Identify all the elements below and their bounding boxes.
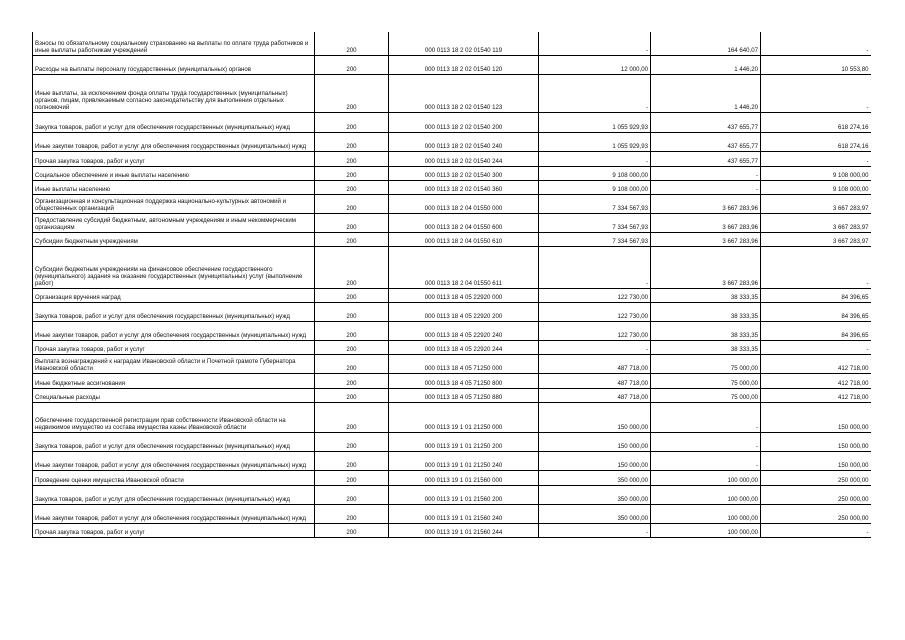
- row-code-cell: 200: [315, 485, 389, 504]
- row-code-cell: 200: [315, 288, 389, 302]
- row-remaining-cell: 3 667 283,97: [761, 213, 871, 232]
- table-row: [33, 194, 871, 213]
- row-name-cell: Прочая закупка товаров, работ и услуг: [33, 523, 315, 537]
- table-row: [33, 523, 871, 537]
- row-planned-cell: 487 718,00: [539, 373, 651, 388]
- row-code-cell: 200: [315, 246, 389, 288]
- row-name-cell: Иные закупки товаров, работ и услуг для обеспечения государственных (муниципальных) нужд: [33, 132, 315, 151]
- table-row: [33, 354, 871, 373]
- row-planned-cell: 350 000,00: [539, 470, 651, 485]
- row-planned-cell: 9 108 000,00: [539, 166, 651, 180]
- row-executed-cell: 75 000,00: [651, 373, 761, 388]
- row-planned-cell: 122 730,00: [539, 321, 651, 340]
- row-name-cell: Организация вручения наград: [33, 288, 315, 302]
- table-row: [33, 402, 871, 432]
- row-kbk-cell: 000 0113 18 2 02 01540 244: [389, 151, 539, 166]
- row-name-cell: Организационная и консультационная поддержка национально-культурных автономий и общественных организаций: [33, 194, 315, 213]
- row-code-cell: 200: [315, 432, 389, 451]
- row-remaining-cell: -: [761, 32, 871, 55]
- row-planned-cell: 487 718,00: [539, 354, 651, 373]
- row-name-cell: Иные выплаты населению: [33, 180, 315, 194]
- row-code-cell: 200: [315, 373, 389, 388]
- row-kbk-cell: 000 0113 18 4 05 71250 880: [389, 388, 539, 402]
- table-row: [33, 451, 871, 470]
- table-row: [33, 213, 871, 232]
- row-remaining-cell: 250 000,00: [761, 470, 871, 485]
- table-row: [33, 151, 871, 166]
- row-kbk-cell: 000 0113 18 2 04 01550 000: [389, 194, 539, 213]
- row-executed-cell: 1 446,20: [651, 74, 761, 112]
- row-code-cell: 200: [315, 451, 389, 470]
- row-remaining-cell: 84 396,65: [761, 288, 871, 302]
- budget-execution-sheet: [32, 32, 870, 538]
- row-executed-cell: 437 655,77: [651, 132, 761, 151]
- row-code-cell: 200: [315, 232, 389, 246]
- row-executed-cell: 38 333,35: [651, 340, 761, 354]
- row-planned-cell: 1 055 929,93: [539, 112, 651, 132]
- row-remaining-cell: 150 000,00: [761, 451, 871, 470]
- table-row: [33, 432, 871, 451]
- row-remaining-cell: 150 000,00: [761, 402, 871, 432]
- row-code-cell: 200: [315, 321, 389, 340]
- row-remaining-cell: 618 274,16: [761, 112, 871, 132]
- row-executed-cell: 100 000,00: [651, 485, 761, 504]
- row-name-cell: Иные закупки товаров, работ и услуг для обеспечения государственных (муниципальных) нужд: [33, 321, 315, 340]
- row-kbk-cell: 000 0113 18 4 05 22920 240: [389, 321, 539, 340]
- row-remaining-cell: 9 108 000,00: [761, 166, 871, 180]
- row-name-cell: Иные выплаты, за исключением фонда оплаты труда государственных (муниципальных) органов, лицам, привлекаемым согласно законодательству для выполнения отдельных полномочий: [33, 74, 315, 112]
- table-row: [33, 166, 871, 180]
- row-executed-cell: 38 333,35: [651, 288, 761, 302]
- table-row: [33, 302, 871, 321]
- row-code-cell: 200: [315, 504, 389, 523]
- table-row: [33, 232, 871, 246]
- row-kbk-cell: 000 0113 18 2 02 01540 300: [389, 166, 539, 180]
- row-planned-cell: -: [539, 246, 651, 288]
- row-name-cell: Взносы по обязательному социальному страхованию на выплаты по оплате труда работников и иные выплаты работникам учреждений: [33, 32, 315, 55]
- row-planned-cell: 150 000,00: [539, 402, 651, 432]
- row-executed-cell: -: [651, 451, 761, 470]
- row-name-cell: Закупка товаров, работ и услуг для обеспечения государственных (муниципальных) нужд: [33, 302, 315, 321]
- row-name-cell: Иные бюджетные ассигнования: [33, 373, 315, 388]
- row-name-cell: Выплата вознаграждений к наградам Ивановской области и Почетной грамоте Губернатора Ивановской области: [33, 354, 315, 373]
- table-row: [33, 112, 871, 132]
- row-name-cell: Закупка товаров, работ и услуг для обеспечения государственных (муниципальных) нужд: [33, 485, 315, 504]
- row-code-cell: 200: [315, 340, 389, 354]
- row-executed-cell: 75 000,00: [651, 388, 761, 402]
- row-executed-cell: 3 667 283,96: [651, 232, 761, 246]
- table-row: [33, 388, 871, 402]
- row-code-cell: 200: [315, 32, 389, 55]
- row-name-cell: Расходы на выплаты персоналу государственных (муниципальных) органов: [33, 55, 315, 74]
- row-kbk-cell: 000 0113 19 1 01 21250 240: [389, 451, 539, 470]
- row-executed-cell: -: [651, 402, 761, 432]
- row-name-cell: Проведение оценки имущества Ивановской области: [33, 470, 315, 485]
- row-name-cell: Иные закупки товаров, работ и услуг для обеспечения государственных (муниципальных) нужд: [33, 451, 315, 470]
- row-executed-cell: 164 640,07: [651, 32, 761, 55]
- row-remaining-cell: 618 274,16: [761, 132, 871, 151]
- row-remaining-cell: 3 667 283,97: [761, 194, 871, 213]
- row-remaining-cell: -: [761, 340, 871, 354]
- row-kbk-cell: 000 0113 18 4 05 22920 200: [389, 302, 539, 321]
- row-kbk-cell: 000 0113 18 2 02 01540 123: [389, 74, 539, 112]
- budget-table: [32, 32, 871, 538]
- row-kbk-cell: 000 0113 18 2 02 01540 119: [389, 32, 539, 55]
- row-code-cell: 200: [315, 55, 389, 74]
- row-name-cell: Прочая закупка товаров, работ и услуг: [33, 340, 315, 354]
- row-executed-cell: 437 655,77: [651, 151, 761, 166]
- row-name-cell: Прочая закупка товаров, работ и услуг: [33, 151, 315, 166]
- row-remaining-cell: 250 000,00: [761, 504, 871, 523]
- table-row: [33, 340, 871, 354]
- row-code-cell: 200: [315, 194, 389, 213]
- row-name-cell: Иные закупки товаров, работ и услуг для обеспечения государственных (муниципальных) нужд: [33, 504, 315, 523]
- row-executed-cell: 100 000,00: [651, 523, 761, 537]
- row-planned-cell: 9 108 000,00: [539, 180, 651, 194]
- table-row: [33, 246, 871, 288]
- row-kbk-cell: 000 0113 18 2 02 01540 240: [389, 132, 539, 151]
- table-row: [33, 470, 871, 485]
- row-kbk-cell: 000 0113 18 2 04 01550 611: [389, 246, 539, 288]
- table-row: [33, 504, 871, 523]
- table-row: [33, 288, 871, 302]
- row-code-cell: 200: [315, 151, 389, 166]
- row-planned-cell: -: [539, 151, 651, 166]
- row-name-cell: Закупка товаров, работ и услуг для обеспечения государственных (муниципальных) нужд: [33, 432, 315, 451]
- row-planned-cell: 150 000,00: [539, 451, 651, 470]
- row-kbk-cell: 000 0113 18 2 04 01550 600: [389, 213, 539, 232]
- row-planned-cell: 122 730,00: [539, 288, 651, 302]
- row-remaining-cell: 3 667 283,97: [761, 232, 871, 246]
- row-code-cell: 200: [315, 523, 389, 537]
- row-remaining-cell: 84 396,65: [761, 302, 871, 321]
- row-kbk-cell: 000 0113 18 4 05 71250 800: [389, 373, 539, 388]
- row-kbk-cell: 000 0113 18 4 05 71250 000: [389, 354, 539, 373]
- row-planned-cell: 1 055 929,93: [539, 132, 651, 151]
- row-kbk-cell: 000 0113 18 2 02 01540 200: [389, 112, 539, 132]
- row-executed-cell: 75 000,00: [651, 354, 761, 373]
- row-executed-cell: 100 000,00: [651, 470, 761, 485]
- row-kbk-cell: 000 0113 19 1 01 21250 200: [389, 432, 539, 451]
- row-planned-cell: 487 718,00: [539, 388, 651, 402]
- row-kbk-cell: 000 0113 18 4 05 22920 244: [389, 340, 539, 354]
- row-kbk-cell: 000 0113 18 4 05 22920 000: [389, 288, 539, 302]
- row-planned-cell: -: [539, 74, 651, 112]
- row-kbk-cell: 000 0113 19 1 01 21250 000: [389, 402, 539, 432]
- row-remaining-cell: -: [761, 246, 871, 288]
- row-executed-cell: -: [651, 432, 761, 451]
- table-row: [33, 373, 871, 388]
- row-name-cell: Субсидии бюджетным учреждениям: [33, 232, 315, 246]
- row-planned-cell: 122 730,00: [539, 302, 651, 321]
- table-row: [33, 321, 871, 340]
- row-name-cell: Предоставление субсидий бюджетным, автономным учреждениям и иным некоммерческим организациям: [33, 213, 315, 232]
- row-code-cell: 200: [315, 112, 389, 132]
- row-remaining-cell: 84 396,65: [761, 321, 871, 340]
- row-remaining-cell: 412 718,00: [761, 373, 871, 388]
- row-planned-cell: 7 334 567,93: [539, 232, 651, 246]
- row-kbk-cell: 000 0113 19 1 01 21560 244: [389, 523, 539, 537]
- row-remaining-cell: 412 718,00: [761, 388, 871, 402]
- row-executed-cell: 38 333,35: [651, 302, 761, 321]
- row-planned-cell: -: [539, 340, 651, 354]
- row-name-cell: Обеспечение государственной регистрации прав собственности Ивановской области на недвижимое имущество из состава имущества казны Ивановской области: [33, 402, 315, 432]
- row-executed-cell: 1 446,20: [651, 55, 761, 74]
- table-row: [33, 180, 871, 194]
- table-body: [33, 32, 871, 537]
- row-planned-cell: 7 334 567,93: [539, 213, 651, 232]
- row-code-cell: 200: [315, 213, 389, 232]
- row-planned-cell: 150 000,00: [539, 432, 651, 451]
- row-executed-cell: 100 000,00: [651, 504, 761, 523]
- row-remaining-cell: 9 108 000,00: [761, 180, 871, 194]
- row-remaining-cell: 250 000,00: [761, 485, 871, 504]
- row-name-cell: Социальное обеспечение и иные выплаты населению: [33, 166, 315, 180]
- table-row: [33, 32, 871, 55]
- row-remaining-cell: 10 553,80: [761, 55, 871, 74]
- row-planned-cell: 350 000,00: [539, 504, 651, 523]
- row-name-cell: Специальные расходы: [33, 388, 315, 402]
- row-executed-cell: -: [651, 180, 761, 194]
- row-planned-cell: 12 000,00: [539, 55, 651, 74]
- row-kbk-cell: 000 0113 19 1 01 21560 000: [389, 470, 539, 485]
- row-code-cell: 200: [315, 302, 389, 321]
- row-kbk-cell: 000 0113 19 1 01 21560 200: [389, 485, 539, 504]
- row-planned-cell: -: [539, 32, 651, 55]
- row-planned-cell: 7 334 567,93: [539, 194, 651, 213]
- row-executed-cell: 3 667 283,96: [651, 194, 761, 213]
- row-kbk-cell: 000 0113 18 2 02 01540 120: [389, 55, 539, 74]
- row-code-cell: 200: [315, 180, 389, 194]
- row-executed-cell: -: [651, 166, 761, 180]
- row-kbk-cell: 000 0113 18 2 02 01540 360: [389, 180, 539, 194]
- row-remaining-cell: -: [761, 523, 871, 537]
- row-executed-cell: 3 667 283,96: [651, 213, 761, 232]
- row-name-cell: Субсидии бюджетным учреждениям на финансовое обеспечение государственного (муниципального) задания на оказание государственных (муниципальных) услуг (выполнение работ): [33, 246, 315, 288]
- row-name-cell: Закупка товаров, работ и услуг для обеспечения государственных (муниципальных) нужд: [33, 112, 315, 132]
- row-planned-cell: 350 000,00: [539, 485, 651, 504]
- row-executed-cell: 38 333,35: [651, 321, 761, 340]
- row-planned-cell: -: [539, 523, 651, 537]
- row-remaining-cell: 150 000,00: [761, 432, 871, 451]
- row-code-cell: 200: [315, 470, 389, 485]
- row-code-cell: 200: [315, 388, 389, 402]
- row-remaining-cell: -: [761, 74, 871, 112]
- row-executed-cell: 3 667 283,96: [651, 246, 761, 288]
- table-row: [33, 74, 871, 112]
- row-kbk-cell: 000 0113 19 1 01 21560 240: [389, 504, 539, 523]
- row-kbk-cell: 000 0113 18 2 04 01550 610: [389, 232, 539, 246]
- row-remaining-cell: 412 718,00: [761, 354, 871, 373]
- row-remaining-cell: -: [761, 151, 871, 166]
- row-executed-cell: 437 655,77: [651, 112, 761, 132]
- row-code-cell: 200: [315, 354, 389, 373]
- row-code-cell: 200: [315, 402, 389, 432]
- row-code-cell: 200: [315, 74, 389, 112]
- table-row: [33, 132, 871, 151]
- row-code-cell: 200: [315, 166, 389, 180]
- table-row: [33, 55, 871, 74]
- table-row: [33, 485, 871, 504]
- row-code-cell: 200: [315, 132, 389, 151]
